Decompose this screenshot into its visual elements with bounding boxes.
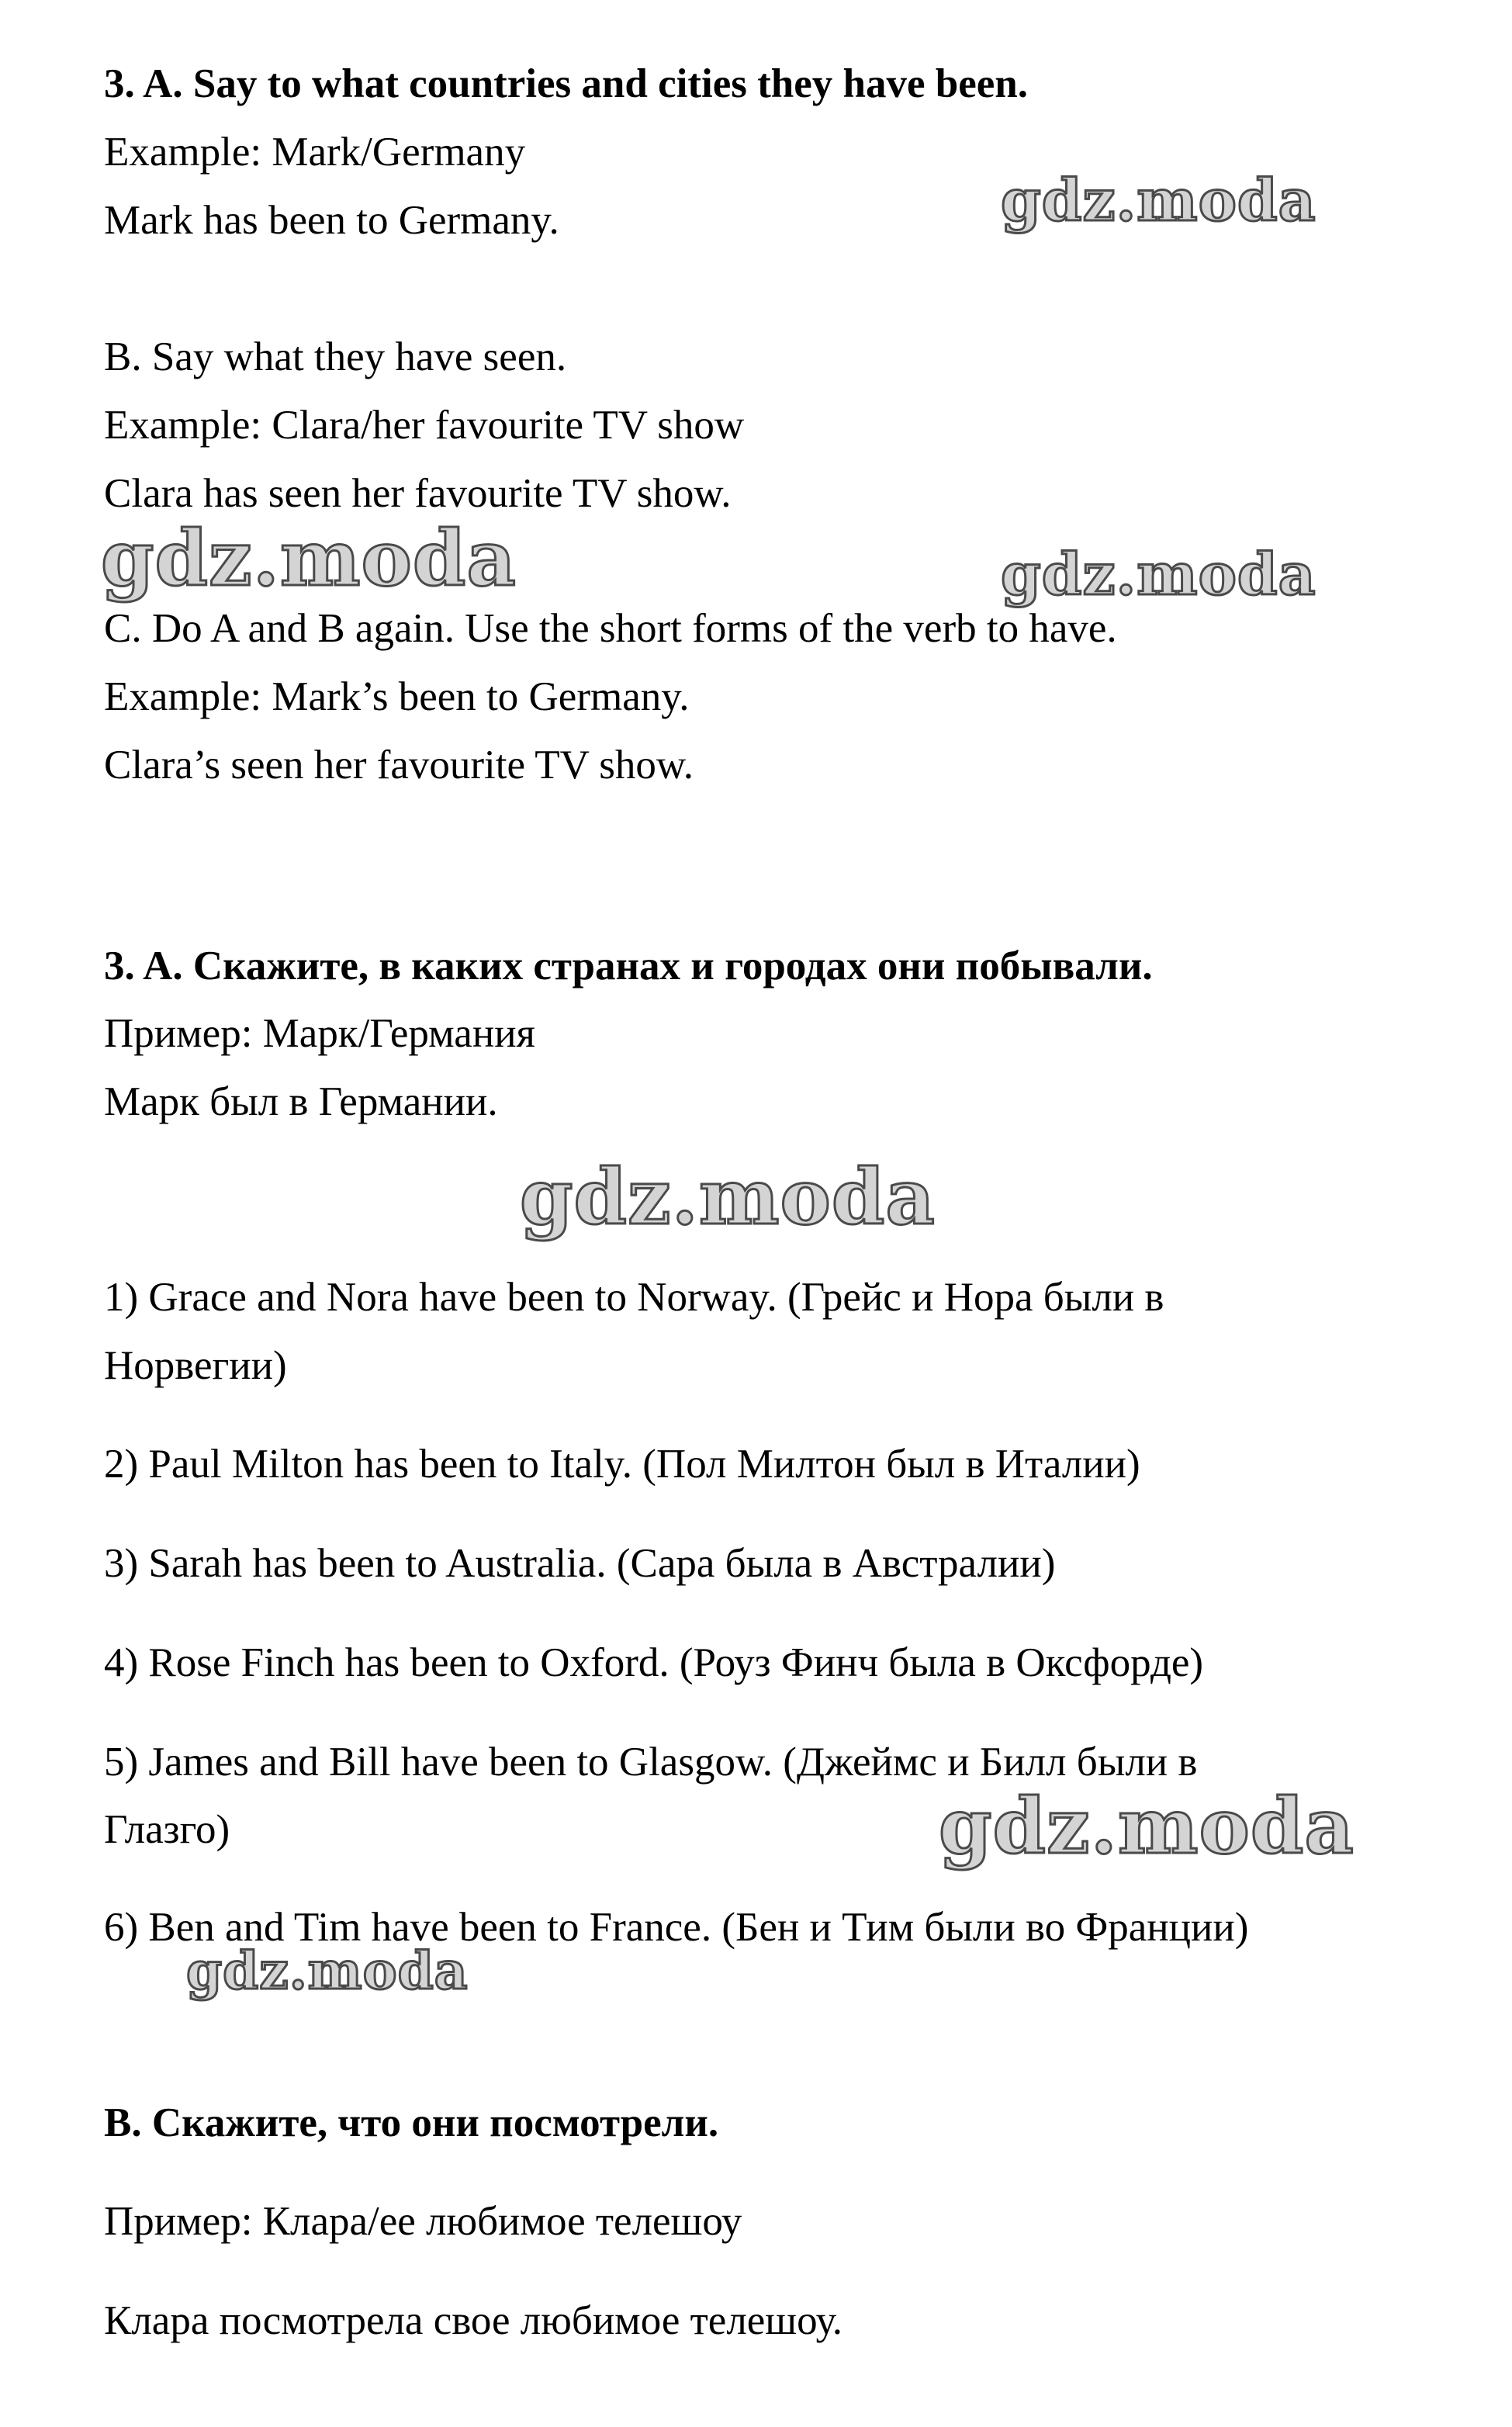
part-c-instruction: C. Do A and B again. Use the short forms of the verb to have. [104,606,1117,651]
example-b-answer: Clara has seen her favourite TV show. [104,471,732,516]
example-b-prompt: Example: Clara/her favourite TV show [104,403,745,448]
watermark-logo: gdz.moda [186,1941,469,2001]
watermark-logo: gdz.moda [101,514,517,604]
answer-6: 6) Ben and Tim have been to France. (Бен и Тим были во Франции) [104,1905,1249,1950]
example-a-answer: Mark has been to Germany. [104,198,559,243]
answer-5-line2: Глазго) [104,1807,230,1852]
example-a-prompt: Example: Mark/Germany [104,130,526,175]
english-heading: 3. A. Say to what countries and cities they have been. [104,61,1029,106]
russian-example-answer: Марк был в Германии. [104,1079,498,1124]
watermark-logo: gdz.moda [1001,168,1317,234]
watermark-logo: gdz.moda [939,1782,1355,1871]
answer-2: 2) Paul Milton has been to Italy. (Пол Милтон был в Италии) [104,1442,1140,1487]
example-c-line2: Clara’s seen her favourite TV show. [104,743,694,788]
example-c-line1: Example: Mark’s been to Germany. [104,674,690,719]
watermark-logo: gdz.moda [1001,542,1317,608]
answer-1-line1: 1) Grace and Nora have been to Norway. (Грейс и Нора были в [104,1275,1164,1320]
part-b-russian-example-answer: Клара посмотрела свое любимое телешоу. [104,2298,843,2343]
part-b-russian-heading: B. Скажите, что они посмотрели. [104,2100,719,2145]
russian-example-prompt: Пример: Марк/Германия [104,1011,535,1056]
russian-heading: 3. A. Скажите, в каких странах и городах они побывали. [104,943,1153,988]
part-b-instruction: B. Say what they have seen. [104,334,567,379]
answer-3: 3) Sarah has been to Australia. (Сара была в Австралии) [104,1541,1056,1586]
part-b-russian-example-prompt: Пример: Клара/ее любимое телешоу [104,2199,742,2244]
answer-4: 4) Rose Finch has been to Oxford. (Роуз Финч была в Оксфорде) [104,1640,1204,1685]
answer-1-line2: Норвегии) [104,1343,287,1388]
watermark-logo: gdz.moda [520,1153,936,1242]
answer-5-line1: 5) James and Bill have been to Glasgow. (Джеймс и Билл были в [104,1740,1198,1785]
